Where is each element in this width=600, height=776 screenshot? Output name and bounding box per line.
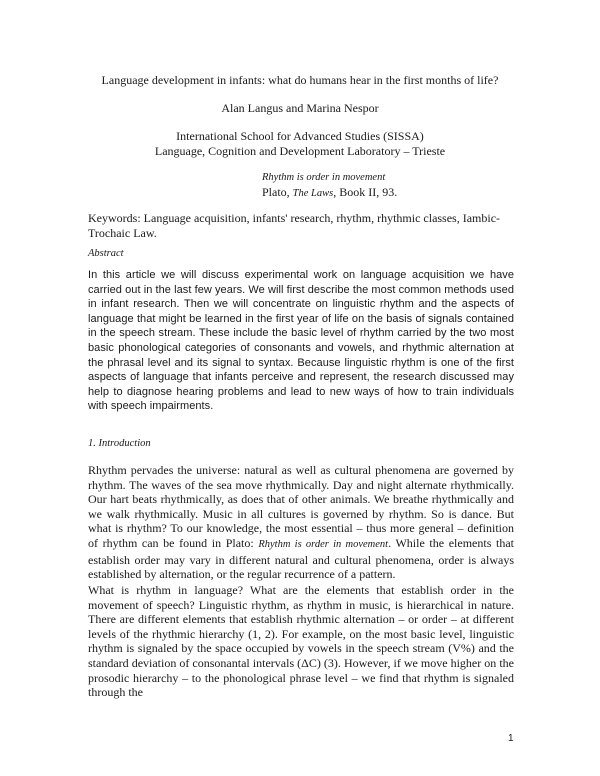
abstract-heading: Abstract <box>88 248 124 259</box>
page-number: 1 <box>508 733 514 744</box>
affiliation-line-2: Language, Cognition and Development Laboratory – Trieste <box>154 144 446 158</box>
intro-paragraph-2: What is rhythm in language? What are the elements that establish order in the movement of speech? Linguistic rhythm, as rhythm in music, is hierarchical in nature. There are different elements that establish rhythmic alternation – or order – at different levels of the rhythmic hierarchy (1, 2). For example, on the most basic level, linguistic rhythm is signaled by the space occupied by vowels in the speech stream (V%) and the standard deviation of consonantal intervals (ΔC) (3). However, if we move higher on the prosodic hierarchy – to the phonological phrase level – we find that rhythm is signaled through the <box>88 583 514 700</box>
epigraph-quote: Rhythm is order in movement <box>262 172 386 183</box>
affiliation-line-1: International School for Advanced Studies (SISSA) <box>176 129 424 143</box>
intro-p1-quote: Rhythm is order in movement <box>258 538 389 550</box>
authors: Alan Langus and Marina Nespor <box>221 101 379 115</box>
introduction-heading: 1. Introduction <box>88 438 151 449</box>
intro-paragraph-1 <box>88 463 514 582</box>
epigraph-source-work: The Laws <box>292 188 334 199</box>
paper-title: Language development in infants: what do humans hear in the first months of life? <box>101 73 499 87</box>
intro-p1-text-b: . While the elements that establish order may vary in different natural and cultural phenomena, order is always established by alternation, or the regular recurrence of a pattern. <box>88 535 514 582</box>
abstract-text: In this article we will discuss experimental work on language acquisition we have carried out in the last few years. We will first describe the most common methods used in infant research. Then we will concentrate on linguistic rhythm and the aspects of language that might be learned in the first year of life on the basis of signals contained in the speech stream. These include the basic level of rhythm carried by the two most basic phonological categories of consonants and vowels, and rhythmic alternation at the phrasal level and its signal to syntax. Because linguistic rhythm is one of the first aspects of language that infants perceive and represent, the research discussed may help to diagnose hearing problems and lead to new ways of how to train individuals with speech impairments. <box>88 269 514 413</box>
epigraph-source-prefix: Plato, <box>262 185 293 199</box>
intro-p1-text-a: Rhythm pervades the universe: natural as well as cultural phenomena are governed by rhythm. The waves of the sea move rhythmically. Day and night alternate rhythmically. Our hart beats rhythmically, as does that of other animals. We breathe rhythmically and we walk rhythmically. Music in all cultures is governed by rhythm. So is dance. But what is rhythm? To our knowledge, the most essential – thus more general – definition of rhythm can be found in Plato: <box>88 463 514 550</box>
epigraph-source-suffix: , Book II, 93. <box>333 185 398 199</box>
epigraph-source <box>262 185 397 200</box>
keywords: Keywords: Language acquisition, infants' research, rhythm, rhythmic classes, Iambic-Trochaic Law. <box>88 211 501 240</box>
